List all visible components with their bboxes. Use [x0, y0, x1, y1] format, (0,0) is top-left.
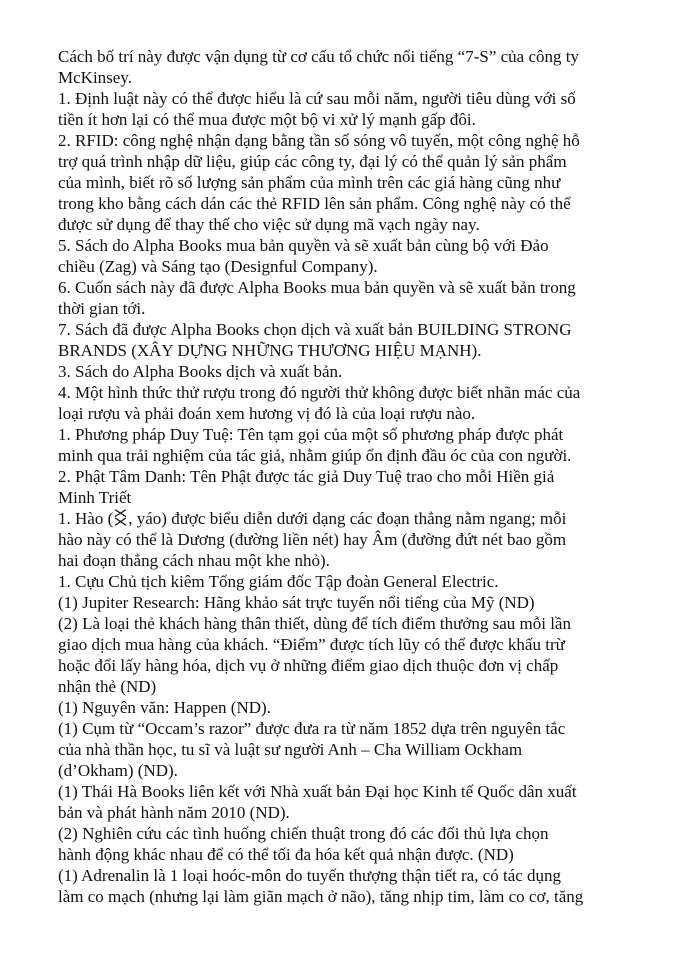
- text-line: (1) Adrenalin là 1 loại hoóc-môn do tuyến thượng thận tiết ra, có tác dụng: [58, 866, 562, 885]
- text-line: Minh Triết: [58, 488, 132, 507]
- text-line: 5. Sách do Alpha Books mua bản quyền và sẽ xuất bản cùng bộ với Đảo: [58, 236, 549, 255]
- text-line: 4. Một hình thức thử rượu trong đó người thử không được biết nhãn mác của: [58, 383, 581, 402]
- text-line: (d’Okham) (ND).: [58, 761, 178, 780]
- text-line: 2. RFID: công nghệ nhận dạng bằng tần số sóng vô tuyến, một công nghệ hỗ: [58, 131, 580, 150]
- text-line: 1. Định luật này có thể được hiểu là cứ sau mỗi năm, người tiêu dùng với số: [58, 89, 576, 108]
- text-line: trong kho bằng cách dán các thẻ RFID lên sản phẩm. Công nghệ này có thể: [58, 194, 571, 213]
- text-line: 7. Sách đã được Alpha Books chọn dịch và xuất bản BUILDING STRONG: [58, 320, 572, 339]
- text-line: của mình, biết rõ số lượng sản phẩm của mình trên các giá hàng cũng như: [58, 173, 561, 192]
- text-line: tiền ít hơn lại có thể mua được một bộ vi xử lý mạnh gấp đôi.: [58, 110, 476, 129]
- text-line: McKinsey.: [58, 68, 132, 87]
- text-line: minh qua trải nghiệm của tác giả, nhằm giúp ổn định đầu óc của con người.: [58, 446, 572, 465]
- text-line: 1. Hào ( , yáo) được biểu diễn dưới dạng các đoạn thẳng nằm ngang; mỗi: [58, 509, 567, 528]
- text-line: của nhà thần học, tu sĩ và luật sư người Anh – Cha William Ockham: [58, 740, 523, 759]
- page-text: [58, 46, 660, 907]
- text-line: nhận thẻ (ND): [58, 677, 157, 696]
- text-line: (1) Thái Hà Books liên kết với Nhà xuất bản Đại học Kinh tế Quốc dân xuất: [58, 782, 577, 801]
- text-line: Cách bố trí này được vận dụng từ cơ cấu tổ chức nổi tiếng “7-S” của công ty: [58, 47, 579, 66]
- text-line: (1) Jupiter Research: Hãng khảo sát trực tuyến nổi tiếng của Mỹ (ND): [58, 593, 535, 612]
- text-line: giao dịch mua hàng của khách. “Điểm” được tích lũy có thể được khấu trừ: [58, 635, 565, 654]
- text-line: hoặc đổi lấy hàng hóa, dịch vụ ở những điểm giao dịch thuộc đơn vị chấp: [58, 656, 559, 675]
- text-line: 1. Phương pháp Duy Tuệ: Tên tạm gọi của một số phương pháp được phát: [58, 425, 564, 444]
- text-line: (1) Nguyên văn: Happen (ND).: [58, 698, 271, 717]
- text-line: 1. Cựu Chủ tịch kiêm Tổng giám đốc Tập đoàn General Electric.: [58, 572, 499, 591]
- text-line: loại rượu và phải đoán xem hương vị đó là của loại rượu nào.: [58, 404, 476, 423]
- yao-character-icon: [113, 509, 128, 526]
- text-line: BRANDS (XÂY DỰNG NHỮNG THƯƠNG HIỆU MẠNH).: [58, 341, 482, 360]
- text-line: 6. Cuốn sách này đã được Alpha Books mua bản quyền và sẽ xuất bản trong: [58, 278, 576, 297]
- text-line: hành động khác nhau để có thể tối đa hóa kết quả nhận được. (ND): [58, 845, 514, 864]
- text-line: trợ quá trình nhập dữ liệu, giúp các công ty, đại lý có thể quản lý sản phẩm: [58, 152, 567, 171]
- text-line: (1) Cụm từ “Occam’s razor” được đưa ra từ năm 1852 dựa trên nguyên tắc: [58, 719, 566, 738]
- text-line: chiều (Zag) và Sáng tạo (Designful Company).: [58, 257, 378, 276]
- text-line: 2. Phật Tâm Danh: Tên Phật được tác giả Duy Tuệ trao cho mỗi Hiền giả: [58, 467, 555, 486]
- text-line: (2) Là loại thẻ khách hàng thân thiết, dùng để tích điểm thưởng sau mỗi lần: [58, 614, 571, 633]
- text-line: 3. Sách do Alpha Books dịch và xuất bản.: [58, 362, 343, 381]
- text-line: hai đoạn thẳng cách nhau một khe nhỏ).: [58, 551, 330, 570]
- text-line: hào này có thể là Dương (đường liền nét) hay Âm (đường đứt nét bao gồm: [58, 530, 567, 549]
- text-line: (2) Nghiên cứu các tình huống chiến thuật trong đó các đối thủ lựa chọn: [58, 824, 549, 843]
- text-line: thời gian tới.: [58, 299, 146, 318]
- text-line: bản và phát hành năm 2010 (ND).: [58, 803, 290, 822]
- text-line: được sử dụng để thay thế cho việc sử dụng mã vạch ngày nay.: [58, 215, 480, 234]
- text-line: làm co mạch (nhưng lại làm giãn mạch ở não), tăng nhịp tim, làm co cơ, tăng: [58, 887, 584, 906]
